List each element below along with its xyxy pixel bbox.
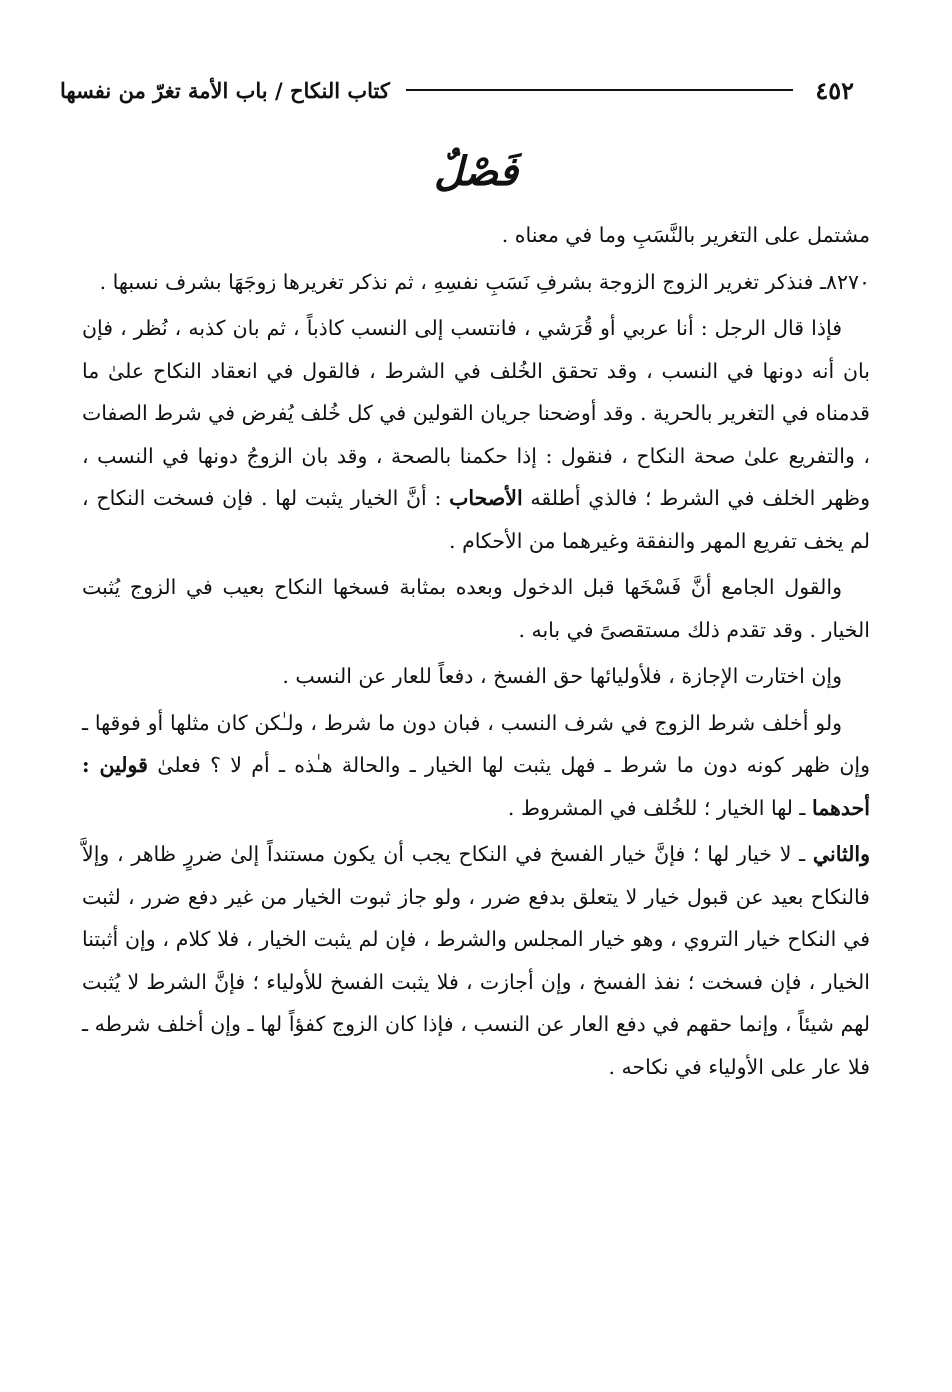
paragraph-arab-claim bbox=[82, 307, 870, 562]
paragraph-general-rule: والقول الجامع أنَّ فَسْخَها قبل الدخول وبعده بمثابة فسخها النكاح بعيب في الزوج يُثبت الخيار . وقد تقدم ذلك مستقصىً في بابه . bbox=[82, 575, 870, 642]
paragraph-lineage-condition bbox=[82, 702, 870, 830]
running-header bbox=[60, 70, 854, 110]
header-rule bbox=[406, 89, 793, 91]
bold-term: الأصحاب bbox=[449, 486, 523, 510]
bold-term: والثاني bbox=[812, 842, 870, 866]
paragraph-text: ولو أخلف شرط الزوج في شرف النسب ، فبان دون ما شرط ، ولـٰكن كان مثلها أو فوقها ـ وإن ظهر كونه دون ما شرط ـ فهل يثبت لها الخيار ـ والحالة هـٰذه ـ أم لا ؟ فعلىٰ bbox=[82, 710, 870, 777]
paragraph-second-opinion bbox=[82, 833, 870, 1088]
section-heading-wrapper bbox=[0, 148, 952, 195]
paragraph-guardians-right: وإن اختارت الإجازة ، فلأوليائها حق الفسخ ، دفعاً للعار عن النسب . bbox=[282, 664, 842, 688]
body-text bbox=[82, 214, 870, 1092]
section-heading: فَصْلٌ bbox=[433, 148, 519, 195]
paragraph-text: ـ لا خيار لها ؛ فإنَّ خيار الفسخ في النكاح يجب أن يكون مستنداً إلىٰ ضررٍ ظاهر ، وإلاَّ فالنكاح بعيد عن قبول خيار لا يتعلق بدفع ضرر ، ولو جاز ثبوت الخيار من غير دفع ضرر ، لثبت في النكاح خيار التروي ، وهو خيار المجلس والشرط ، فإن لم يثبت الخيار ، فلا كلام ، وإن أثبتنا الخيار ، فإن فسخت ؛ نفذ الفسخ ، وإن أجازت ، فلا يثبت الفسخ للأولياء ؛ فإنَّ الشرط لا يُثبت لهم شيئاً ، وإنما حقهم في دفع العار عن النسب ، فإذا كان الزوج كفؤاً لها ـ وإن أخلف شرطه ـ فلا عار على الأولياء في نكاحه . bbox=[82, 842, 870, 1079]
page-number: ٤٥٢ bbox=[815, 75, 854, 105]
paragraph-text: فإذا قال الرجل : أنا عربي أو قُرَشي ، فانتسب إلى النسب كاذباً ، ثم بان كذبه ، نُظر ، فإن بان أنه دونها في النسب ، وقد تحقق الخُلف في الشرط ، فالقول في انعقاد النكاح علىٰ ما قدمناه في التغرير بالحرية . وقد أوضحنا جريان القولين في كل خُلف يُفرض في شرط الصفات ، والتفريع علىٰ صحة النكاح ، فنقول : إذا حكمنا بالصحة ، وقد بان الزوجُ دونها في النسب ، وظهر الخلف في الشرط ؛ فالذي أطلقه bbox=[82, 316, 870, 510]
bold-term: قولين : أحدهما bbox=[82, 753, 870, 820]
paragraph-text: ـ لها الخيار ؛ للخُلف في المشروط . bbox=[507, 795, 806, 820]
paragraph-8270: ٨٢٧٠ـ فنذكر تغرير الزوج الزوجة بشرفِ نَسَبِ نفسِهِ ، ثم نذكر تغريرها زوجَهَا بشرف نسبها . bbox=[99, 269, 870, 294]
paragraph-text: : أنَّ الخيار يثبت لها . فإن فسخت النكاح ، لم يخف تفريع المهر والنفقة وغيرهما من الأحكام . bbox=[82, 486, 870, 553]
header-title: كتاب النكاح / باب الأمة تغرّ من نفسها bbox=[60, 77, 390, 103]
paragraph-subtitle: مشتمل على التغرير بالنَّسَبِ وما في معناه . bbox=[501, 223, 870, 247]
